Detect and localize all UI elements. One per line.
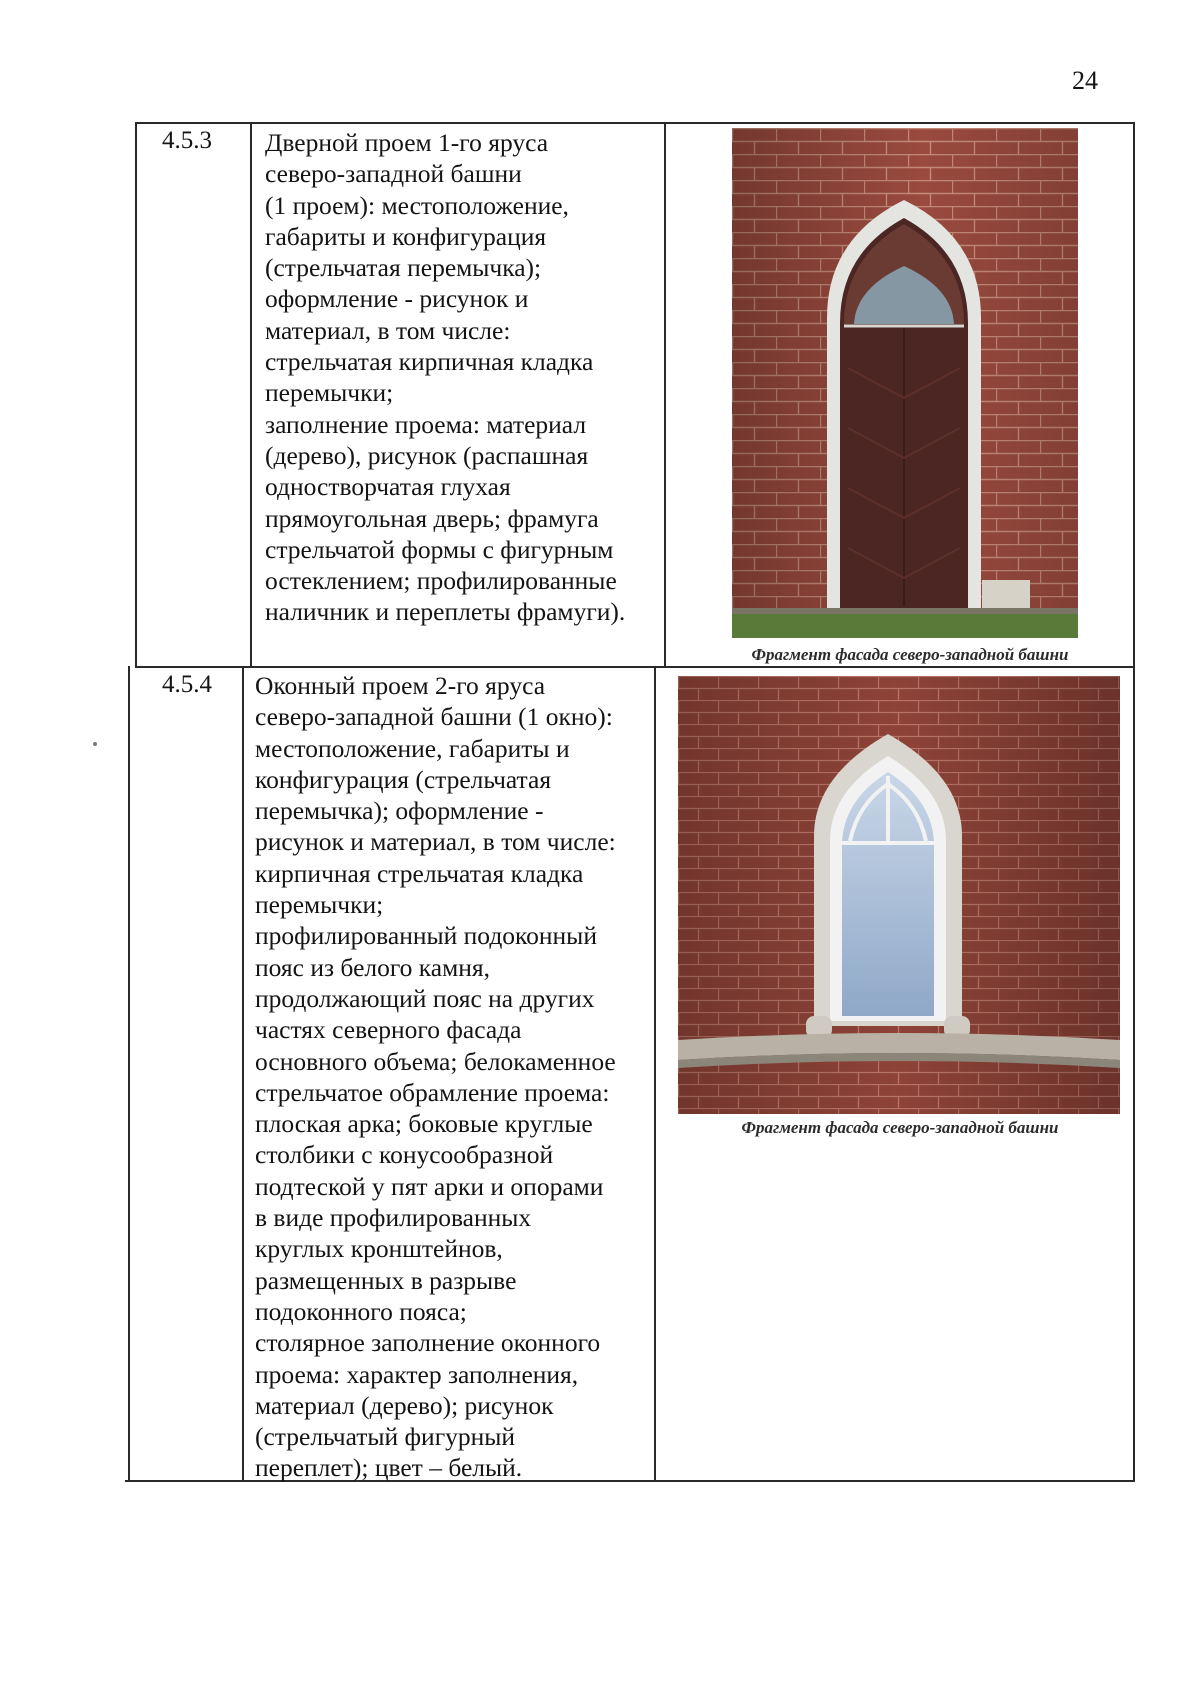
column-divider [664,122,666,666]
table-left-border [135,122,137,666]
window-photo [678,676,1120,1114]
row-number: 4.5.4 [162,671,212,698]
row-description: Оконный проем 2-го яруса северо-западной башни (1 окно): местоположение, габариты и конфигурация (стрельчатая перемычка); оформление - рисунок и материал, в том числе: кирпичная стрельчатая кладка перемычки; профилированный подоконный пояс из белого камня, продолжающий пояс на других частях северного фасада основного объема; белокаменное стрельчатое обрамление проема: плоская арка; боковые круглые столбики с конусообразной подтеской у пят арки и опорами в виде профилированных круглых кронштейнов, размещенных в разрыве подоконного пояса; столярное заполнение оконного проема: характер заполнения, материал (дерево); рисунок (стрельчатый фигурный переплет); цвет – белый. [255,671,616,1483]
row-number: 4.5.3 [162,127,212,154]
row-description: Дверной проем 1-го яруса северо-западной башни (1 проем): местоположение, габариты и конфигурация (стрельчатая перемычка); оформление - рисунок и материал, в том числе: стрельчатая кирпичная кладка перемычки; заполнение проема: материал (дерево), рисунок (распашная одностворчатая глухая прямоугольная дверь; фрамуга стрельчатой формы с фигурным остеклением; профилированные наличник и переплеты фрамуги). [265,128,626,627]
table-right-border [1133,122,1135,1482]
column-divider [250,122,252,666]
column-divider [242,666,244,1480]
scan-dot [93,742,97,746]
table-top-border [135,122,1135,124]
door-photo [732,128,1078,638]
photo-caption: Фрагмент фасада северо-западной башни [741,1118,1059,1137]
row-divider [135,666,1135,668]
page-number: 24 [1072,66,1098,95]
table-left-border [128,666,130,1480]
photo-caption: Фрагмент фасада северо-западной башни [751,645,1069,664]
